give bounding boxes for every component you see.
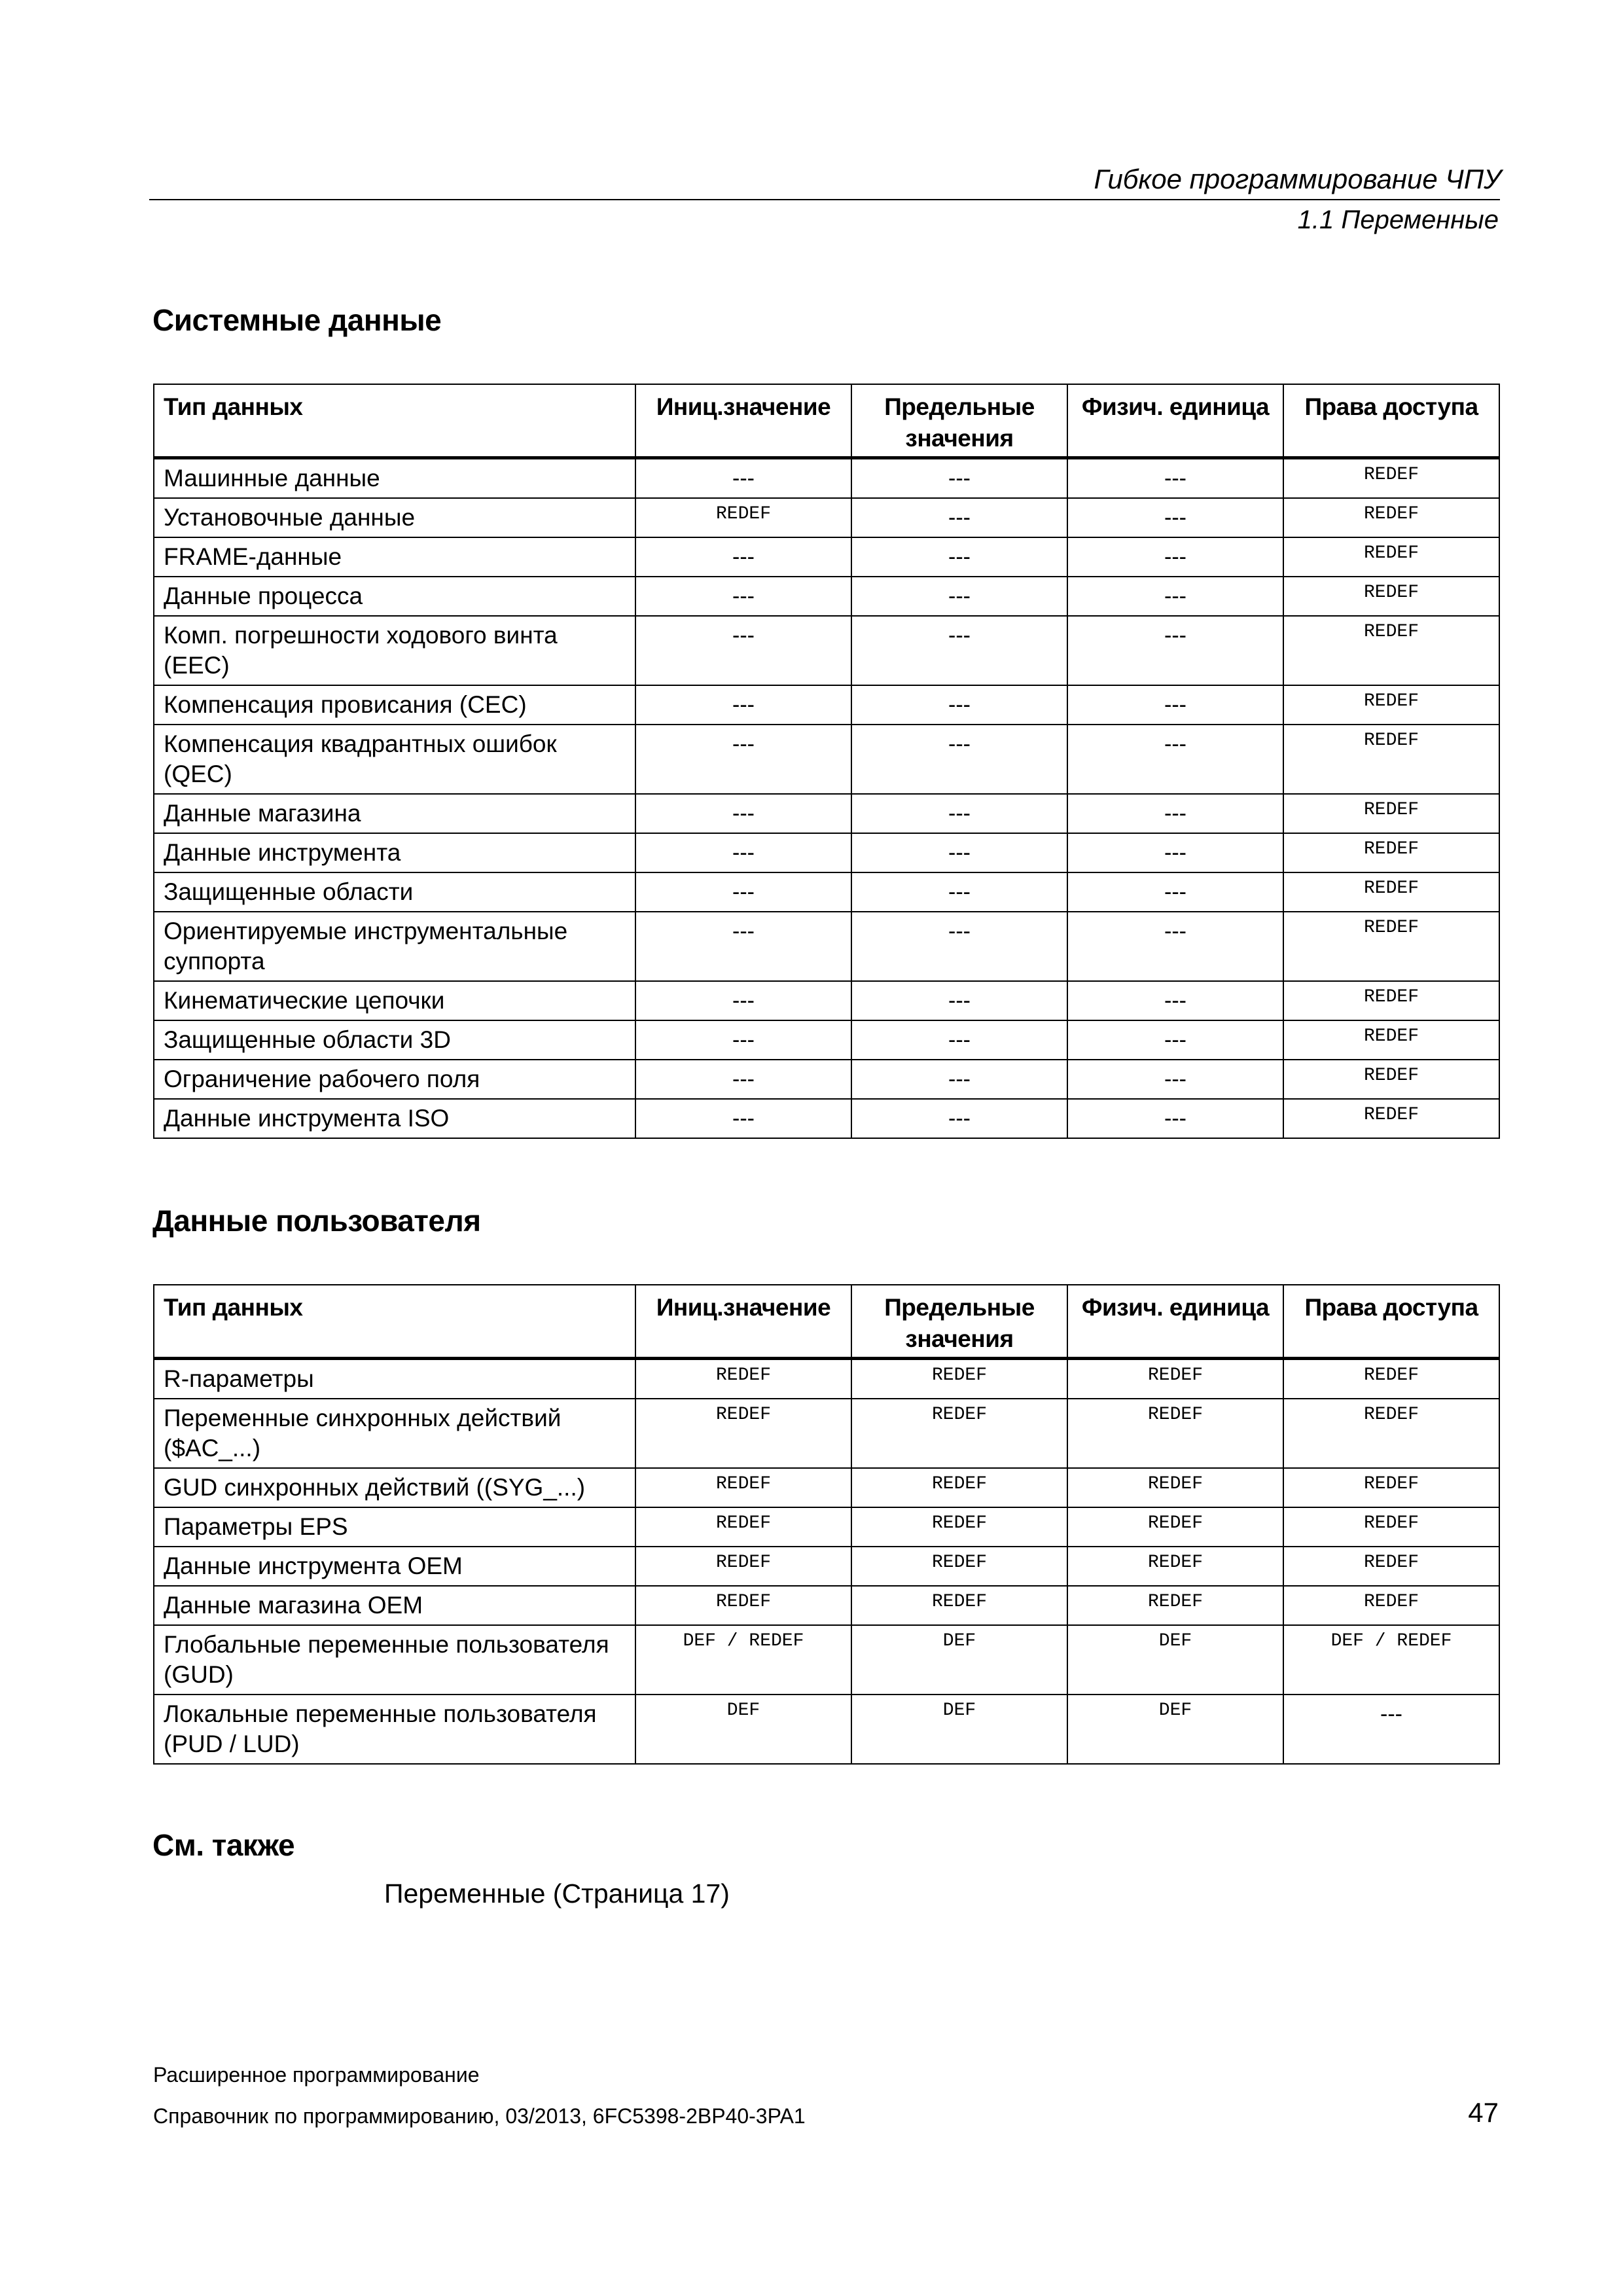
cell-value: REDEF — [715, 504, 771, 524]
cell-value: REDEF — [1363, 878, 1419, 899]
access-cell — [1283, 1020, 1499, 1060]
cell-value: REDEF — [1363, 1513, 1419, 1534]
cell-value: --- — [732, 840, 755, 865]
column-header: Физич. единица — [1067, 1285, 1283, 1359]
limits-cell — [851, 1625, 1067, 1695]
column-header: Иниц.значение — [635, 1285, 851, 1359]
access-cell — [1283, 1099, 1499, 1138]
table-row — [154, 981, 1499, 1020]
access-cell — [1283, 725, 1499, 794]
column-header: Тип данных — [154, 1285, 635, 1359]
cell-value: REDEF — [1363, 987, 1419, 1007]
cell-value: DEF — [942, 1631, 976, 1651]
cell-value: --- — [1380, 1702, 1402, 1727]
unit-cell — [1067, 833, 1283, 872]
access-cell — [1283, 685, 1499, 725]
running-header-chapter: Гибкое программирование ЧПУ — [1094, 164, 1501, 194]
table-row — [154, 616, 1499, 685]
user-data-title: Данные пользователя — [152, 1204, 481, 1238]
cell-value: --- — [948, 840, 971, 865]
access-cell — [1283, 577, 1499, 616]
cell-value: --- — [1164, 840, 1186, 865]
limits-cell — [851, 685, 1067, 725]
unit-cell — [1067, 794, 1283, 833]
unit-cell — [1067, 1547, 1283, 1586]
access-cell — [1283, 1547, 1499, 1586]
data-type-cell: Данные инструмента ISO — [154, 1099, 635, 1138]
cell-value: --- — [1164, 545, 1186, 569]
data-type-cell: Машинные данные — [154, 458, 635, 499]
cell-value: --- — [948, 801, 971, 826]
cell-value: REDEF — [715, 1365, 771, 1386]
table-row — [154, 685, 1499, 725]
unit-cell — [1067, 1099, 1283, 1138]
data-type-cell: Защищенные области 3D — [154, 1020, 635, 1060]
limits-cell — [851, 1099, 1067, 1138]
cell-value: REDEF — [1363, 800, 1419, 820]
data-type-cell: R-параметры — [154, 1359, 635, 1399]
cell-value: --- — [1164, 505, 1186, 530]
cell-value: --- — [732, 623, 755, 648]
page-number: 47 — [1468, 2097, 1499, 2128]
access-cell — [1283, 981, 1499, 1020]
access-cell — [1283, 498, 1499, 537]
cell-value: --- — [948, 623, 971, 648]
cell-value: --- — [1164, 988, 1186, 1013]
cell-value: --- — [948, 919, 971, 944]
cell-value: --- — [732, 801, 755, 826]
cell-value: --- — [1164, 584, 1186, 609]
init-value-cell — [635, 1060, 851, 1099]
access-cell — [1283, 794, 1499, 833]
table-row — [154, 794, 1499, 833]
limits-cell — [851, 577, 1067, 616]
cell-value: --- — [1164, 1067, 1186, 1092]
limits-cell — [851, 872, 1067, 912]
see-also-title: См. также — [152, 1828, 295, 1862]
init-value-cell — [635, 537, 851, 577]
cell-value: REDEF — [1363, 543, 1419, 564]
cell-value: --- — [732, 466, 755, 491]
table-row — [154, 912, 1499, 981]
system-data-table — [153, 384, 1500, 1139]
access-cell — [1283, 1468, 1499, 1507]
init-value-cell — [635, 1586, 851, 1625]
column-header: Физич. единица — [1067, 384, 1283, 458]
limits-cell — [851, 1060, 1067, 1099]
cell-value: DEF — [942, 1700, 976, 1721]
cell-value: --- — [732, 584, 755, 609]
access-cell — [1283, 1060, 1499, 1099]
table-row — [154, 833, 1499, 872]
running-header-section: 1.1 Переменные — [1297, 206, 1499, 234]
system-data-title: Системные данные — [152, 303, 442, 337]
table-row — [154, 872, 1499, 912]
cell-value: --- — [732, 1106, 755, 1131]
cell-value: --- — [948, 466, 971, 491]
limits-cell — [851, 912, 1067, 981]
cell-value: DEF — [1158, 1700, 1192, 1721]
init-value-cell — [635, 912, 851, 981]
cell-value: DEF — [726, 1700, 760, 1721]
init-value-cell — [635, 458, 851, 499]
cell-value: --- — [1164, 880, 1186, 905]
access-cell — [1283, 537, 1499, 577]
access-cell — [1283, 458, 1499, 499]
table-row — [154, 577, 1499, 616]
unit-cell — [1067, 685, 1283, 725]
limits-cell — [851, 537, 1067, 577]
cell-value: --- — [1164, 623, 1186, 648]
see-also-link[interactable]: Переменные (Страница 17) — [384, 1878, 730, 1909]
cell-value: --- — [732, 988, 755, 1013]
unit-cell — [1067, 1359, 1283, 1399]
cell-value: --- — [1164, 1106, 1186, 1131]
user-data-table — [153, 1284, 1500, 1765]
table-row — [154, 458, 1499, 499]
cell-value: --- — [948, 1067, 971, 1092]
cell-value: REDEF — [715, 1552, 771, 1573]
access-cell — [1283, 1399, 1499, 1468]
cell-value: REDEF — [1147, 1365, 1203, 1386]
table-row — [154, 1468, 1499, 1507]
table-row — [154, 537, 1499, 577]
limits-cell — [851, 1468, 1067, 1507]
table-row — [154, 1586, 1499, 1625]
cell-value: --- — [948, 584, 971, 609]
limits-cell — [851, 1695, 1067, 1764]
data-type-cell: Кинематические цепочки — [154, 981, 635, 1020]
table-row — [154, 1695, 1499, 1764]
unit-cell — [1067, 912, 1283, 981]
cell-value: --- — [948, 732, 971, 757]
cell-value: REDEF — [931, 1405, 987, 1425]
cell-value: DEF / REDEF — [683, 1631, 804, 1651]
data-type-cell: GUD синхронных действий ((SYG_...) — [154, 1468, 635, 1507]
data-type-cell: Ориентируемые инструментальные суппорта — [154, 912, 635, 981]
cell-value: DEF / REDEF — [1330, 1631, 1452, 1651]
cell-value: --- — [1164, 801, 1186, 826]
init-value-cell — [635, 1625, 851, 1695]
column-header: Иниц.значение — [635, 384, 851, 458]
access-cell — [1283, 1625, 1499, 1695]
data-type-cell: Установочные данные — [154, 498, 635, 537]
table-row — [154, 1060, 1499, 1099]
cell-value: REDEF — [715, 1592, 771, 1612]
limits-cell — [851, 833, 1067, 872]
init-value-cell — [635, 498, 851, 537]
cell-value: --- — [1164, 692, 1186, 717]
cell-value: REDEF — [715, 1474, 771, 1494]
access-cell — [1283, 1695, 1499, 1764]
column-header: Права доступа — [1283, 384, 1499, 458]
limits-cell — [851, 616, 1067, 685]
cell-value: REDEF — [931, 1592, 987, 1612]
cell-value: --- — [1164, 466, 1186, 491]
cell-value: REDEF — [1363, 583, 1419, 603]
cell-value: --- — [948, 692, 971, 717]
cell-value: REDEF — [1363, 730, 1419, 751]
data-type-cell: Защищенные области — [154, 872, 635, 912]
unit-cell — [1067, 725, 1283, 794]
table-row — [154, 1020, 1499, 1060]
limits-cell — [851, 794, 1067, 833]
cell-value: REDEF — [931, 1552, 987, 1573]
table-row — [154, 498, 1499, 537]
unit-cell — [1067, 1399, 1283, 1468]
init-value-cell — [635, 577, 851, 616]
init-value-cell — [635, 1359, 851, 1399]
data-type-cell: Параметры EPS — [154, 1507, 635, 1547]
data-type-cell: Данные процесса — [154, 577, 635, 616]
unit-cell — [1067, 981, 1283, 1020]
init-value-cell — [635, 616, 851, 685]
data-type-cell: Локальные переменные пользователя (PUD / LUD) — [154, 1695, 635, 1764]
cell-value: REDEF — [1363, 1405, 1419, 1425]
limits-cell — [851, 1399, 1067, 1468]
cell-value: REDEF — [1147, 1592, 1203, 1612]
column-header: Тип данных — [154, 384, 635, 458]
unit-cell — [1067, 1695, 1283, 1764]
data-type-cell: Данные инструмента OEM — [154, 1547, 635, 1586]
unit-cell — [1067, 1060, 1283, 1099]
init-value-cell — [635, 1695, 851, 1764]
cell-value: --- — [948, 880, 971, 905]
column-header: Предельные значения — [851, 1285, 1067, 1359]
data-type-cell: Данные магазина OEM — [154, 1586, 635, 1625]
cell-value: --- — [732, 1067, 755, 1092]
unit-cell — [1067, 616, 1283, 685]
access-cell — [1283, 1586, 1499, 1625]
cell-value: --- — [948, 1028, 971, 1052]
cell-value: REDEF — [1147, 1552, 1203, 1573]
table-row — [154, 1399, 1499, 1468]
header-rule — [149, 199, 1500, 200]
cell-value: --- — [732, 919, 755, 944]
table-row — [154, 1547, 1499, 1586]
cell-value: REDEF — [1363, 622, 1419, 642]
limits-cell — [851, 1507, 1067, 1547]
cell-value: --- — [948, 505, 971, 530]
unit-cell — [1067, 1468, 1283, 1507]
cell-value: DEF — [1158, 1631, 1192, 1651]
column-header: Предельные значения — [851, 384, 1067, 458]
cell-value: --- — [948, 545, 971, 569]
system-data-body — [154, 458, 1499, 1139]
access-cell — [1283, 1507, 1499, 1547]
table-header-row — [154, 384, 1499, 458]
cell-value: REDEF — [931, 1513, 987, 1534]
init-value-cell — [635, 1399, 851, 1468]
column-header: Права доступа — [1283, 1285, 1499, 1359]
init-value-cell — [635, 1547, 851, 1586]
data-type-cell: Компенсация провисания (CEC) — [154, 685, 635, 725]
limits-cell — [851, 1586, 1067, 1625]
cell-value: --- — [948, 1106, 971, 1131]
data-type-cell: Компенсация квадрантных ошибок (QEC) — [154, 725, 635, 794]
table-row — [154, 1625, 1499, 1695]
cell-value: REDEF — [1363, 1592, 1419, 1612]
data-type-cell: Глобальные переменные пользователя (GUD) — [154, 1625, 635, 1695]
cell-value: --- — [732, 545, 755, 569]
cell-value: REDEF — [1363, 1105, 1419, 1125]
cell-value: REDEF — [1363, 1474, 1419, 1494]
cell-value: REDEF — [1363, 691, 1419, 711]
limits-cell — [851, 458, 1067, 499]
cell-value: --- — [732, 880, 755, 905]
cell-value: REDEF — [1363, 1066, 1419, 1086]
unit-cell — [1067, 458, 1283, 499]
cell-value: --- — [1164, 919, 1186, 944]
footer-book-title: Расширенное программирование — [153, 2063, 480, 2087]
access-cell — [1283, 872, 1499, 912]
cell-value: REDEF — [1363, 839, 1419, 859]
data-type-cell: FRAME-данные — [154, 537, 635, 577]
unit-cell — [1067, 498, 1283, 537]
init-value-cell — [635, 1020, 851, 1060]
cell-value: REDEF — [715, 1405, 771, 1425]
unit-cell — [1067, 1507, 1283, 1547]
data-type-cell: Данные инструмента — [154, 833, 635, 872]
cell-value: REDEF — [1363, 465, 1419, 485]
init-value-cell — [635, 1468, 851, 1507]
unit-cell — [1067, 577, 1283, 616]
limits-cell — [851, 1547, 1067, 1586]
init-value-cell — [635, 872, 851, 912]
unit-cell — [1067, 1020, 1283, 1060]
cell-value: REDEF — [1363, 1026, 1419, 1047]
cell-value: --- — [1164, 1028, 1186, 1052]
cell-value: REDEF — [715, 1513, 771, 1534]
init-value-cell — [635, 794, 851, 833]
init-value-cell — [635, 1507, 851, 1547]
cell-value: REDEF — [1147, 1405, 1203, 1425]
init-value-cell — [635, 1099, 851, 1138]
cell-value: REDEF — [1147, 1513, 1203, 1534]
footer-book-info: Справочник по программированию, 03/2013, 6FC5398-2BP40-3PA1 — [153, 2104, 806, 2128]
unit-cell — [1067, 872, 1283, 912]
table-row — [154, 1359, 1499, 1399]
unit-cell — [1067, 1586, 1283, 1625]
cell-value: REDEF — [1147, 1474, 1203, 1494]
access-cell — [1283, 912, 1499, 981]
cell-value: REDEF — [1363, 1552, 1419, 1573]
cell-value: --- — [1164, 732, 1186, 757]
cell-value: REDEF — [1363, 1365, 1419, 1386]
user-data-body — [154, 1359, 1499, 1765]
cell-value: REDEF — [1363, 918, 1419, 938]
cell-value: --- — [948, 988, 971, 1013]
cell-value: --- — [732, 732, 755, 757]
limits-cell — [851, 1359, 1067, 1399]
limits-cell — [851, 981, 1067, 1020]
table-row — [154, 1507, 1499, 1547]
limits-cell — [851, 725, 1067, 794]
access-cell — [1283, 1359, 1499, 1399]
cell-value: REDEF — [931, 1365, 987, 1386]
init-value-cell — [635, 725, 851, 794]
data-type-cell: Ограничение рабочего поля — [154, 1060, 635, 1099]
limits-cell — [851, 498, 1067, 537]
cell-value: --- — [732, 692, 755, 717]
unit-cell — [1067, 1625, 1283, 1695]
cell-value: REDEF — [1363, 504, 1419, 524]
cell-value: REDEF — [931, 1474, 987, 1494]
access-cell — [1283, 833, 1499, 872]
table-header-row — [154, 1285, 1499, 1359]
data-type-cell: Комп. погрешности ходового винта (EEC) — [154, 616, 635, 685]
init-value-cell — [635, 685, 851, 725]
unit-cell — [1067, 537, 1283, 577]
init-value-cell — [635, 981, 851, 1020]
access-cell — [1283, 616, 1499, 685]
limits-cell — [851, 1020, 1067, 1060]
table-row — [154, 725, 1499, 794]
cell-value: --- — [732, 1028, 755, 1052]
data-type-cell: Переменные синхронных действий ($AC_...) — [154, 1399, 635, 1468]
init-value-cell — [635, 833, 851, 872]
data-type-cell: Данные магазина — [154, 794, 635, 833]
table-row — [154, 1099, 1499, 1138]
